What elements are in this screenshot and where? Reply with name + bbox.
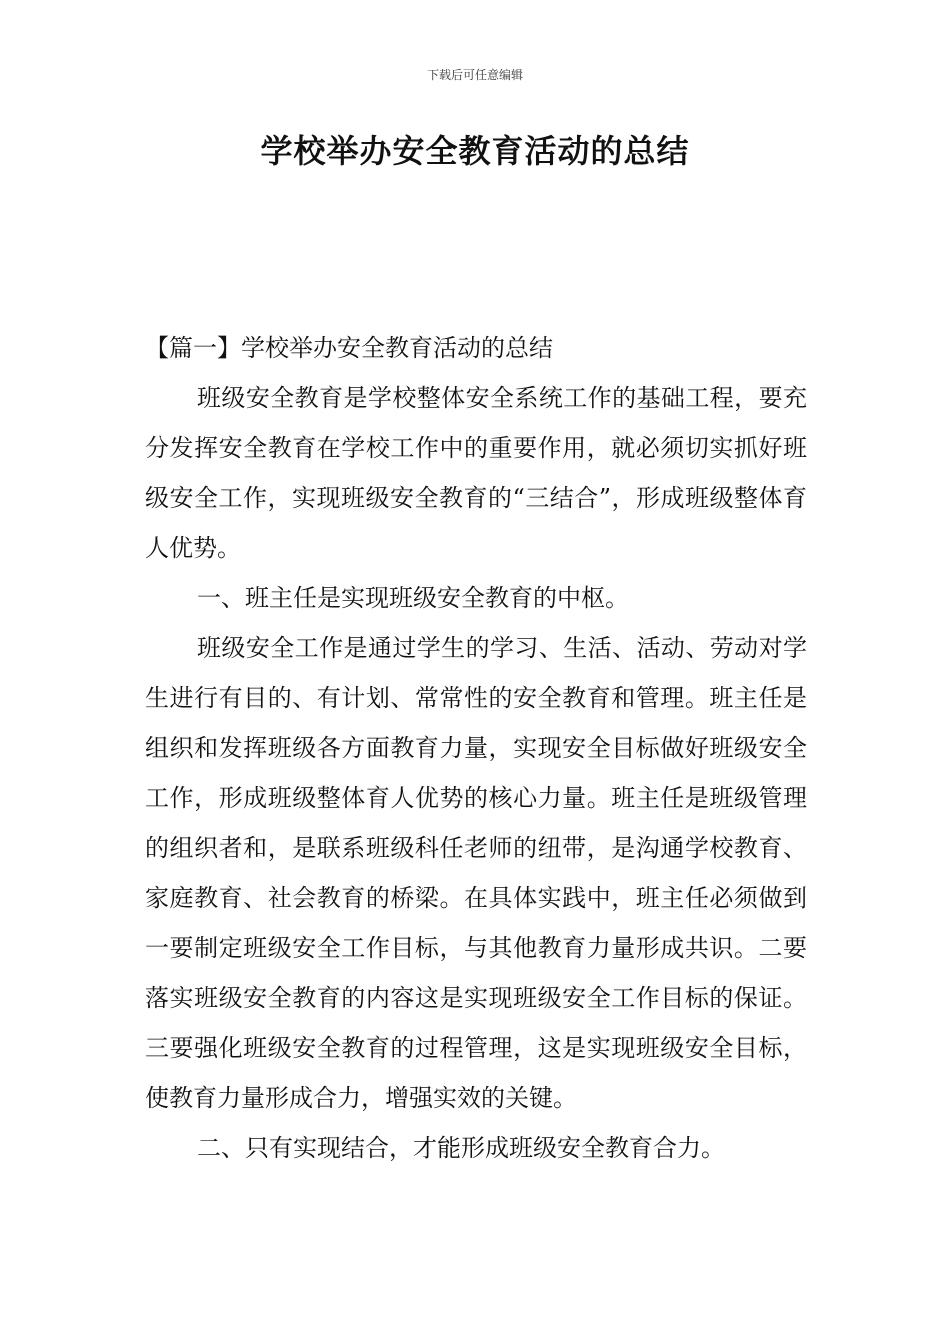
header-note: 下载后可任意编辑 (426, 68, 523, 82)
paragraph-point-one-body: 班级安全工作是通过学生的学习、生活、活动、劳动对学生进行有目的、有计划、常常性的安全教育和管理。班主任是组织和发挥班级各方面教育力量，实现安全目标做好班级安全工作，形成班级整体育人优势的核心力量。班主任是班级管理的组织者和，是联系班级科任老师的纽带，是沟通学校教育、家庭教育、社会教育的桥梁。在具体实践中，班主任必须做到一要制定班级安全工作目标，与其他教育力量形成共识。二要落实班级安全教育的内容这是实现班级安全工作目标的保证。三要强化班级安全教育的过程管理，这是实现班级安全目标，使教育力量形成合力，增强实效的关键。 (145, 634, 807, 1112)
paragraph-intro: 班级安全教育是学校整体安全系统工作的基础工程，要充分发挥安全教育在学校工作中的重要作用，就必须切实抓好班级安全工作，实现班级安全教育的“三结合”，形成班级整体育人优势。 (145, 384, 807, 562)
paragraph-point-one-heading: 一、班主任是实现班级安全教育的中枢。 (197, 584, 629, 612)
section-heading: 【篇一】学校举办安全教育活动的总结 (145, 334, 553, 362)
document-title: 学校举办安全教育活动的总结 (260, 132, 690, 170)
paragraph-point-two-heading: 二、只有实现结合，才能形成班级安全教育合力。 (197, 1134, 725, 1162)
document-body (145, 323, 807, 1173)
